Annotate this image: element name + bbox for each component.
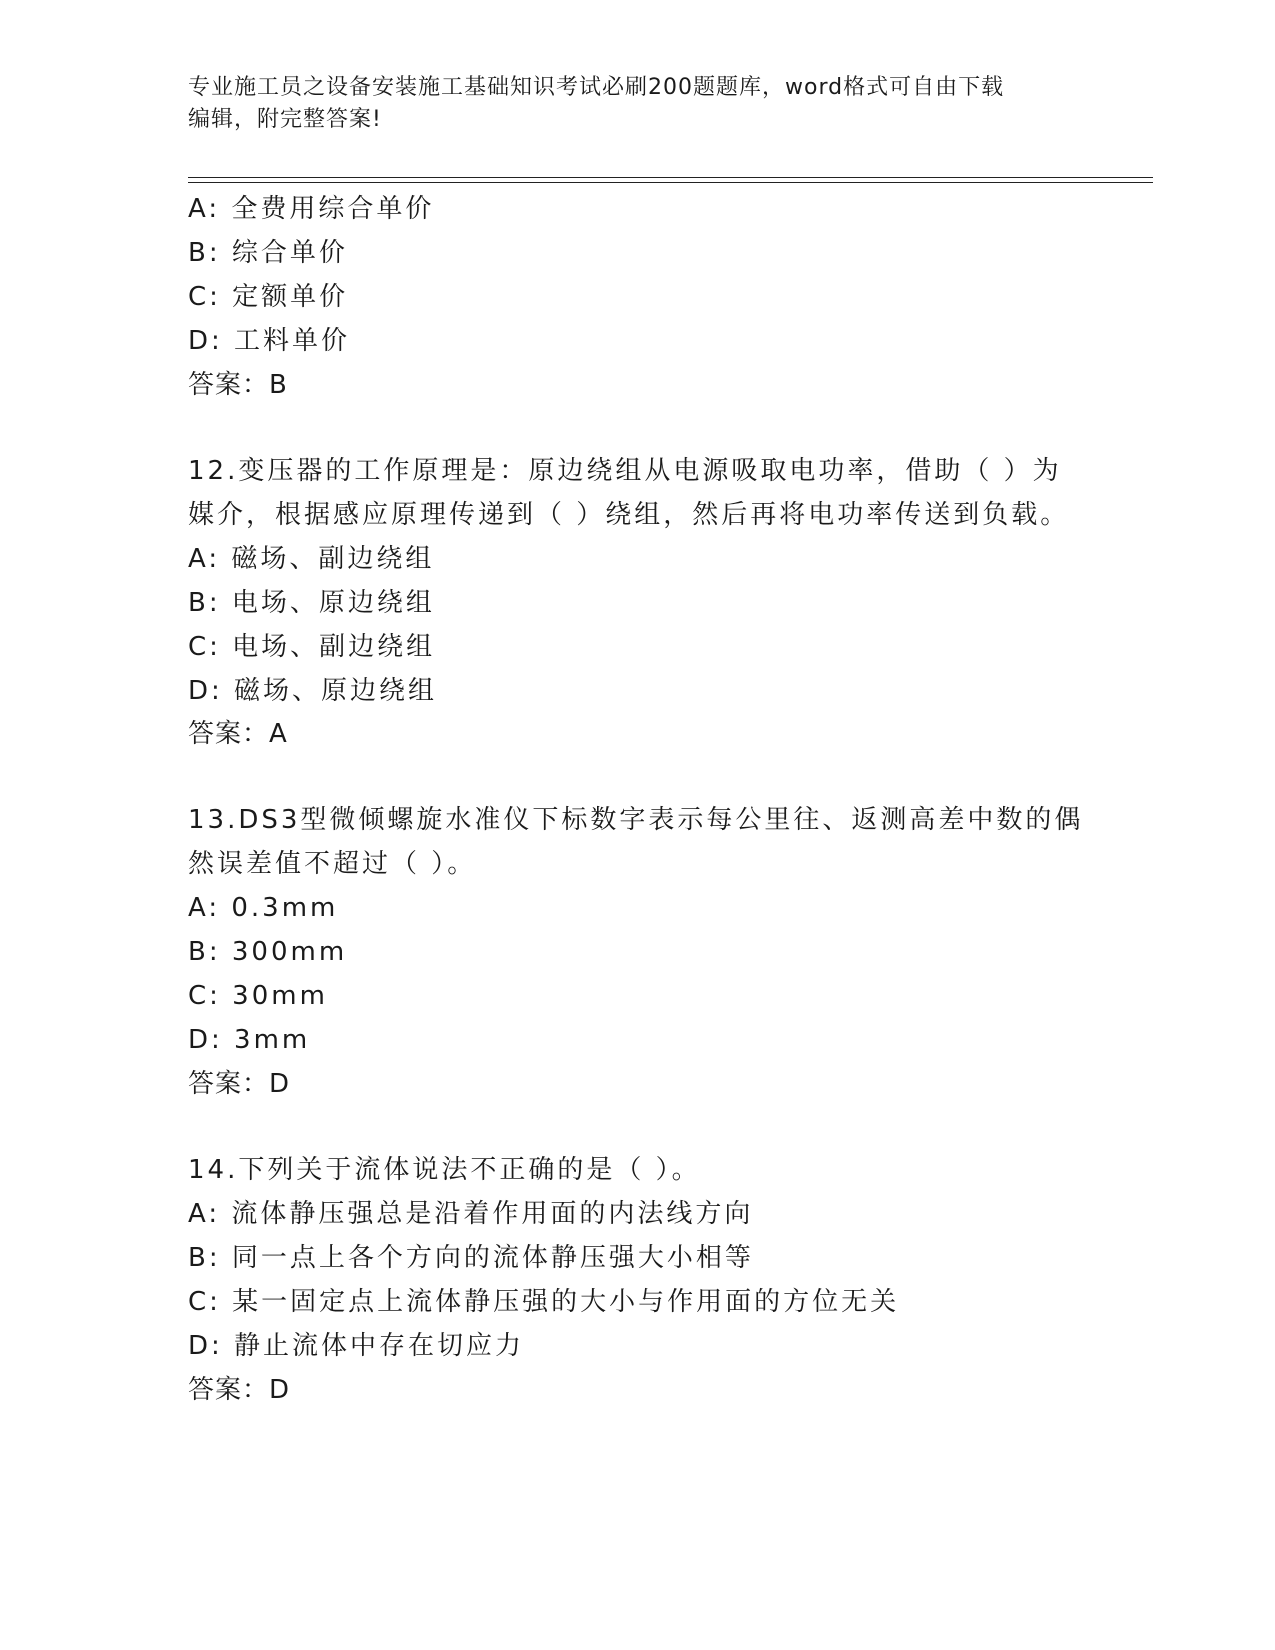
header-line-1: 专业施工员之设备安装施工基础知识考试必刷200题题库，word格式可自由下载 xyxy=(188,75,1005,100)
q11-option-a: A: 全费用综合单价 xyxy=(188,194,435,224)
q11-answer: 答案：B xyxy=(188,370,288,400)
q11-option-c: C: 定额单价 xyxy=(188,282,349,312)
q13-stem-line-2: 然误差值不超过（ ）。 xyxy=(188,849,477,879)
q14-option-b: B: 同一点上各个方向的流体静压强大小相等 xyxy=(188,1243,754,1273)
header-line-2: 编辑，附完整答案! xyxy=(188,107,382,132)
header-divider-bottom xyxy=(188,182,1153,183)
q12-option-d: D: 磁场、原边绕组 xyxy=(188,676,438,706)
q11-option-b: B: 综合单价 xyxy=(188,238,348,268)
q14-stem-line-1: 14.下列关于流体说法不正确的是（ ）。 xyxy=(188,1155,701,1185)
q13-answer: 答案：D xyxy=(188,1069,291,1099)
q12-option-b: B: 电场、原边绕组 xyxy=(188,588,435,618)
q13-option-a: A: 0.3mm xyxy=(188,893,339,923)
header-divider-top xyxy=(188,177,1153,178)
q14-option-c: C: 某一固定点上流体静压强的大小与作用面的方位无关 xyxy=(188,1287,900,1317)
q12-answer: 答案：A xyxy=(188,719,288,749)
q11-option-d: D: 工料单价 xyxy=(188,326,351,356)
q12-stem-line-2: 媒介，根据感应原理传递到（ ）绕组，然后再将电功率传送到负载。 xyxy=(188,500,1070,530)
q12-stem-line-1: 12.变压器的工作原理是：原边绕组从电源吸取电功率，借助（ ）为 xyxy=(188,456,1062,486)
q14-answer: 答案：D xyxy=(188,1375,291,1405)
document-header xyxy=(188,72,1068,136)
q13-stem-line-1: 13.DS3型微倾螺旋水准仪下标数字表示每公里往、返测高差中数的偶 xyxy=(188,805,1084,835)
q13-option-b: B: 300mm xyxy=(188,937,348,967)
q14-option-d: D: 静止流体中存在切应力 xyxy=(188,1331,525,1361)
q12-option-a: A: 磁场、副边绕组 xyxy=(188,544,435,574)
q13-option-d: D: 3mm xyxy=(188,1025,311,1055)
q13-option-c: C: 30mm xyxy=(188,981,328,1011)
q12-option-c: C: 电场、副边绕组 xyxy=(188,632,436,662)
q14-option-a: A: 流体静压强总是沿着作用面的内法线方向 xyxy=(188,1199,754,1229)
